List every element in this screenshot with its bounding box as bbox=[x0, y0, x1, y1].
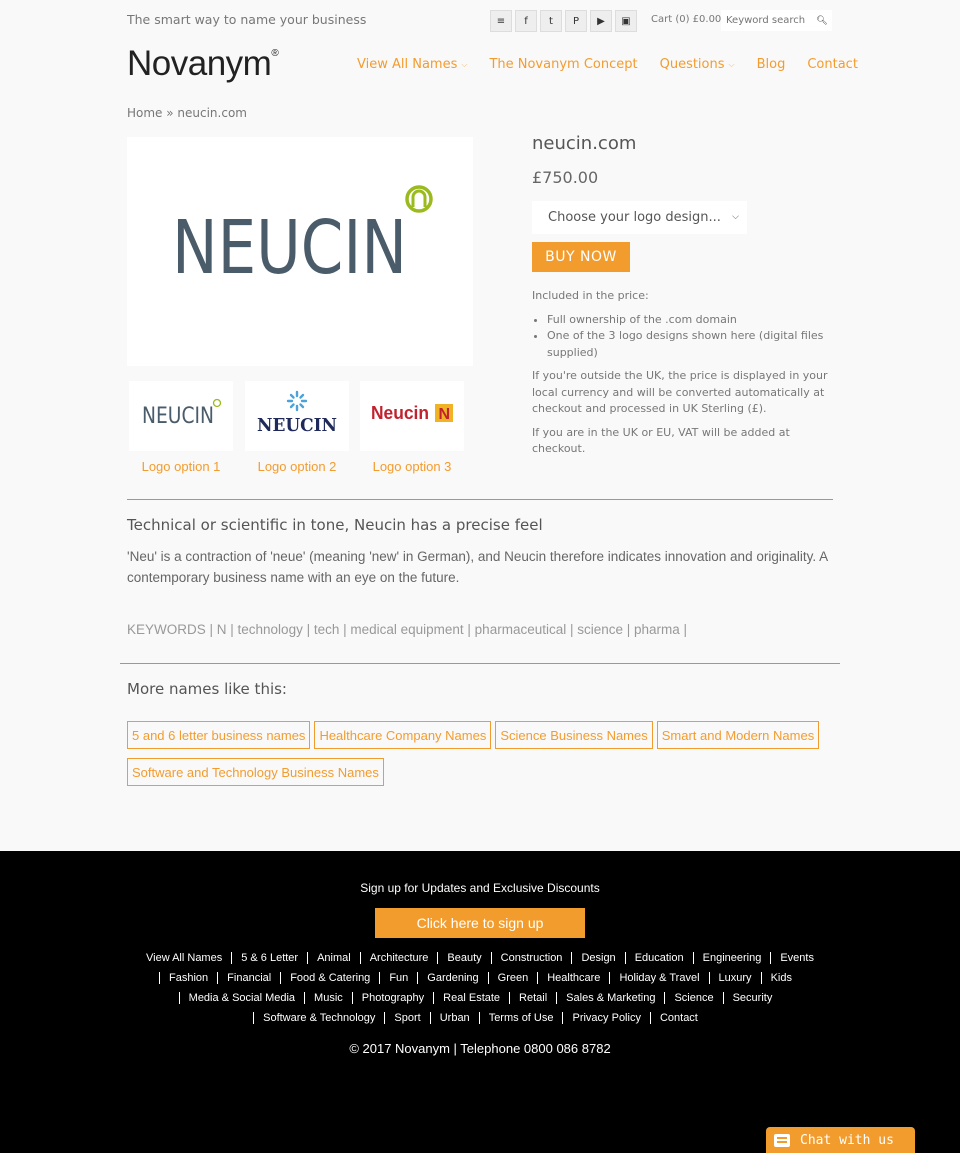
brand-name: Novanym bbox=[127, 44, 272, 83]
more-names-heading: More names like this: bbox=[127, 680, 287, 698]
keywords-line: KEYWORDS | N | technology | tech | medical equipment | pharmaceutical | science | pharma | bbox=[127, 622, 688, 637]
vat-note: If you are in the UK or EU, VAT will be added at checkout. bbox=[532, 425, 790, 455]
logo-thumbnail-3[interactable] bbox=[360, 381, 464, 451]
footer-link[interactable]: Photography bbox=[352, 992, 433, 1004]
site-tagline: The smart way to name your business bbox=[127, 12, 367, 27]
footer-link[interactable]: Gardening bbox=[417, 972, 487, 984]
footer-link[interactable]: Healthcare bbox=[537, 972, 609, 984]
footer-link[interactable]: Beauty bbox=[437, 952, 490, 964]
footer-link[interactable]: Holiday & Travel bbox=[609, 972, 708, 984]
neucin-logo-graphic bbox=[127, 137, 473, 366]
footer-link[interactable]: Financial bbox=[217, 972, 280, 984]
included-item: • Full ownership of the .com domain bbox=[547, 312, 832, 329]
footer-link[interactable]: Architecture bbox=[360, 952, 438, 964]
related-tags bbox=[127, 721, 833, 786]
facebook-icon[interactable]: f bbox=[515, 10, 537, 32]
buy-now-button[interactable]: BUY NOW bbox=[532, 242, 630, 272]
tag-5-6-letter[interactable]: 5 and 6 letter business names bbox=[127, 721, 310, 749]
thumb-logo-text: NEUCIN bbox=[142, 404, 214, 429]
chat-icon bbox=[774, 1134, 790, 1147]
main-logo-image bbox=[127, 137, 473, 366]
chevron-down-icon: ⌵ bbox=[461, 59, 468, 69]
signup-button[interactable]: Click here to sign up bbox=[375, 908, 585, 938]
thumb-logo-text: Neucin bbox=[371, 403, 429, 423]
logo-thumbnail-1[interactable] bbox=[129, 381, 233, 451]
logo-thumbnail-2[interactable] bbox=[245, 381, 349, 451]
currency-note: If you're outside the UK, the price is displayed in your local currency and will be converted automatically at checkout and processed in UK Sterling (£). bbox=[532, 369, 828, 415]
footer-link[interactable]: Green bbox=[488, 972, 538, 984]
footer-link[interactable]: Luxury bbox=[709, 972, 761, 984]
nav-label: View All Names bbox=[357, 57, 458, 72]
chat-label: Chat with us bbox=[800, 1132, 894, 1148]
nav-questions[interactable] bbox=[660, 57, 735, 72]
nav-label: The Novanym Concept bbox=[489, 57, 638, 72]
thumb-logo-text: NEUCIN bbox=[257, 415, 337, 436]
brand-registered-mark: ® bbox=[271, 48, 279, 59]
footer-link[interactable]: Security bbox=[723, 992, 782, 1004]
nav-contact[interactable] bbox=[807, 57, 858, 72]
tag-healthcare[interactable]: Healthcare Company Names bbox=[314, 721, 491, 749]
cart-link[interactable]: Cart (0) £0.00 bbox=[651, 14, 722, 25]
twitter-icon[interactable]: t bbox=[540, 10, 562, 32]
footer-link[interactable]: 5 & 6 Letter bbox=[231, 952, 307, 964]
included-item: • One of the 3 logo designs shown here (digital files supplied) bbox=[547, 328, 832, 361]
site-logo[interactable] bbox=[127, 44, 278, 84]
nav-label: Contact bbox=[807, 57, 858, 72]
logo-option-1-label[interactable]: Logo option 1 bbox=[141, 459, 221, 474]
main-logo-text: NEUCIN bbox=[172, 205, 407, 291]
nav-view-all-names[interactable] bbox=[357, 57, 467, 72]
pinterest-icon[interactable]: P bbox=[565, 10, 587, 32]
nav-blog[interactable] bbox=[757, 57, 786, 72]
footer-link[interactable]: Fashion bbox=[159, 972, 217, 984]
main-nav bbox=[357, 57, 858, 72]
footer-link[interactable]: Animal bbox=[307, 952, 360, 964]
footer-link[interactable]: Education bbox=[625, 952, 693, 964]
divider bbox=[120, 663, 840, 664]
footer-link[interactable]: Food & Catering bbox=[280, 972, 379, 984]
footer-link[interactable]: Contact bbox=[650, 1012, 707, 1024]
breadcrumb: Home » neucin.com bbox=[127, 106, 247, 120]
footer-link[interactable]: Construction bbox=[491, 952, 572, 964]
price-info bbox=[532, 288, 832, 465]
signup-text: Sign up for Updates and Exclusive Discounts bbox=[360, 881, 600, 895]
footer-link[interactable]: Engineering bbox=[693, 952, 771, 964]
instagram-icon[interactable]: ▣ bbox=[615, 10, 637, 32]
nav-novanym-concept[interactable] bbox=[489, 57, 637, 72]
footer-link[interactable]: Kids bbox=[761, 972, 801, 984]
footer-link[interactable]: Privacy Policy bbox=[562, 1012, 649, 1024]
description-heading: Technical or scientific in tone, Neucin has a precise feel bbox=[127, 516, 543, 534]
footer-link[interactable]: Media & Social Media bbox=[179, 992, 304, 1004]
footer-link[interactable]: Music bbox=[304, 992, 352, 1004]
footer-link[interactable]: Real Estate bbox=[433, 992, 509, 1004]
footer-link[interactable]: Software & Technology bbox=[253, 1012, 384, 1024]
search-icon[interactable]: 🔍︎ bbox=[816, 15, 828, 26]
footer-link[interactable]: Retail bbox=[509, 992, 556, 1004]
search-box bbox=[721, 10, 832, 31]
logo-option-2-label[interactable]: Logo option 2 bbox=[257, 459, 337, 474]
footer-link[interactable]: Sales & Marketing bbox=[556, 992, 664, 1004]
search-input[interactable] bbox=[721, 15, 813, 26]
chat-widget[interactable] bbox=[766, 1127, 915, 1153]
tag-software-technology[interactable]: Software and Technology Business Names bbox=[127, 758, 384, 786]
tag-smart-modern[interactable]: Smart and Modern Names bbox=[657, 721, 819, 749]
product-title: neucin.com bbox=[532, 133, 637, 154]
footer-link[interactable]: Sport bbox=[384, 1012, 429, 1024]
select-placeholder: Choose your logo design... bbox=[548, 210, 721, 225]
footer-link[interactable]: Events bbox=[770, 952, 823, 964]
tag-science[interactable]: Science Business Names bbox=[495, 721, 652, 749]
footer-link[interactable]: Terms of Use bbox=[479, 1012, 563, 1024]
footer-link[interactable]: Science bbox=[664, 992, 722, 1004]
included-heading: Included in the price: bbox=[532, 289, 649, 302]
footer-link[interactable]: Urban bbox=[430, 1012, 479, 1024]
copyright: © 2017 Novanym | Telephone 0800 086 8782 bbox=[349, 1041, 611, 1056]
logo-option-3-label[interactable]: Logo option 3 bbox=[372, 459, 452, 474]
social-links bbox=[490, 10, 637, 32]
footer-links bbox=[130, 948, 830, 1028]
chevron-down-icon: ⌵ bbox=[732, 212, 739, 222]
chevron-down-icon: ⌵ bbox=[728, 59, 735, 69]
footer-link[interactable]: View All Names bbox=[146, 952, 223, 964]
rss-icon[interactable]: ≡ bbox=[490, 10, 512, 32]
product-price: £750.00 bbox=[532, 168, 599, 187]
footer-link[interactable]: Fun bbox=[379, 972, 417, 984]
included-list bbox=[532, 312, 832, 362]
footer-link[interactable]: Design bbox=[571, 952, 624, 964]
logo-design-select[interactable] bbox=[532, 201, 747, 234]
nav-label: Questions bbox=[659, 57, 725, 72]
description-body: 'Neu' is a contraction of 'neue' (meaning 'new' in German), and Neucin therefore indicates innovation and originality. A contemporary business name with an eye on the future. bbox=[127, 549, 828, 585]
divider bbox=[127, 499, 833, 500]
youtube-icon[interactable]: ▶ bbox=[590, 10, 612, 32]
nav-label: Blog bbox=[756, 57, 786, 72]
thumb-logo-badge: N bbox=[438, 406, 451, 423]
